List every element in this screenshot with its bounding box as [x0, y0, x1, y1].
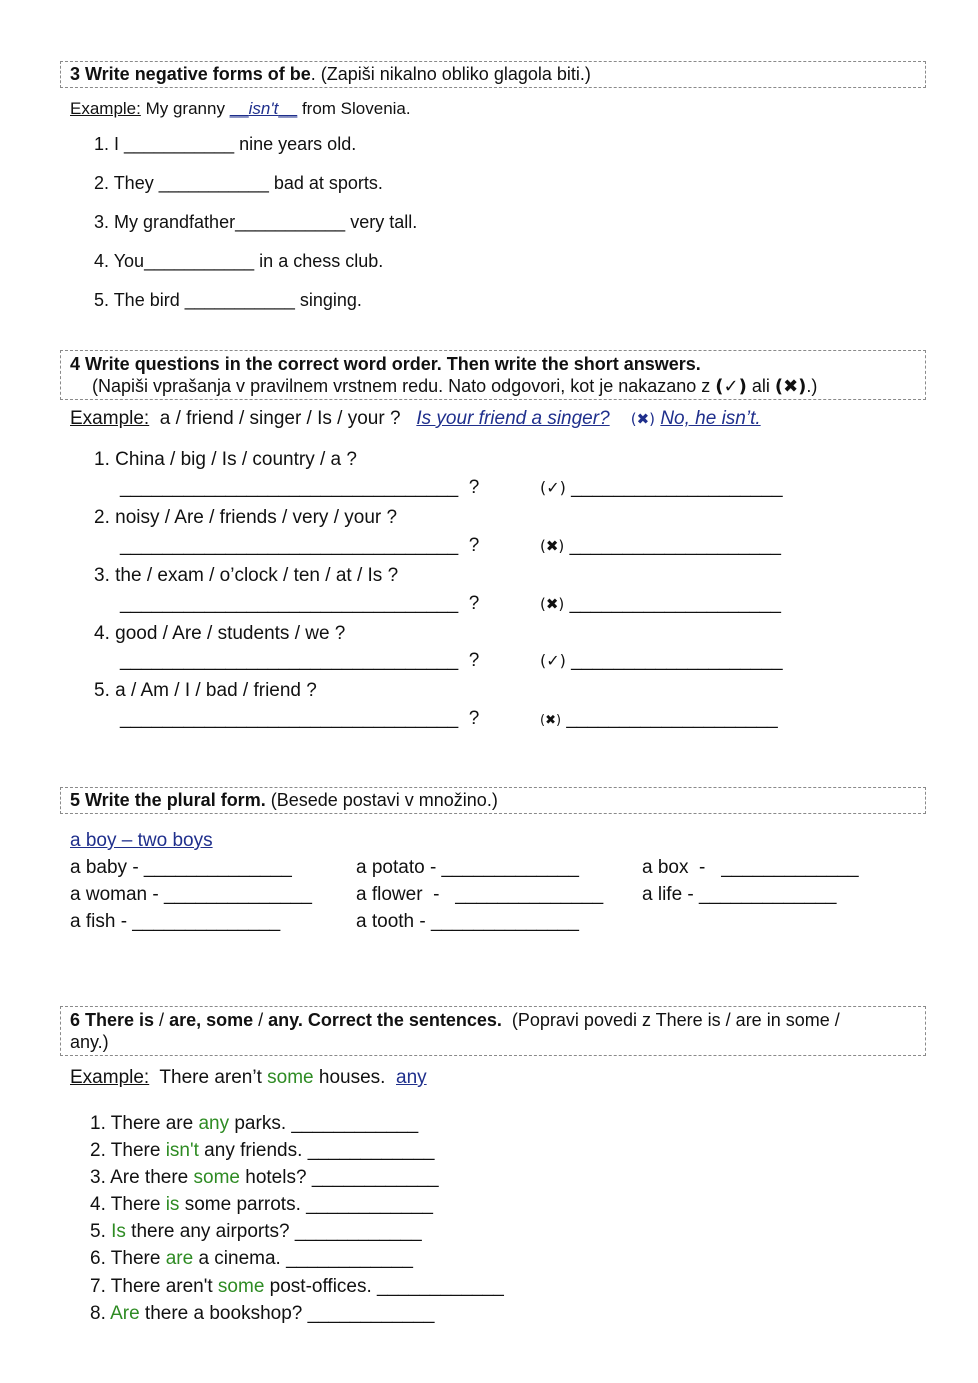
exercise-3-item: 4. You___________ in a chess club. — [94, 251, 384, 271]
exercise-6-item: 4. There is some parrots. ____________ — [90, 1194, 433, 1215]
answer-mark-icon: (✖) — [540, 595, 565, 613]
exercise-5-item: a baby - ______________ — [70, 857, 292, 878]
exercise-5-item: a potato - _____________ — [356, 857, 579, 878]
exercise-4-question-line: ________________________________ ? — [120, 535, 480, 556]
exercise-5-item: a tooth - ______________ — [356, 911, 579, 932]
answer-mark-icon: (✓) — [540, 651, 566, 670]
exercise-5-item: a woman - ______________ — [70, 884, 312, 905]
exercise-3-item: 3. My grandfather___________ very tall. — [94, 212, 418, 232]
exercise-5-item: a flower - ______________ — [356, 884, 604, 905]
exercise-4-words: 3. the / exam / o’clock / ten / at / Is ? — [94, 565, 399, 586]
exercise-6-item: 7. There aren't some post-offices. ____________ — [90, 1276, 504, 1297]
exercise-6-item: 2. There isn't any friends. ____________ — [90, 1140, 435, 1161]
exercise-5-title: 5 Write the plural form. (Besede postavi v množino.) — [70, 790, 498, 810]
answer-mark-icon: (✓) — [540, 478, 566, 497]
exercise-6-example: Example: There aren’t some houses. any — [70, 1067, 427, 1088]
exercise-6-item: 6. There are a cinema. ____________ — [90, 1248, 413, 1269]
answer-mark-icon: (✖) — [540, 713, 562, 728]
exercise-3-item: 2. They ___________ bad at sports. — [94, 173, 383, 193]
exercise-4-words: 1. China / big / Is / country / a ? — [94, 449, 357, 470]
exercise-3-title: 3 Write negative forms of be. (Zapiši nikalno obliko glagola biti.) — [70, 64, 591, 84]
exercise-6-item: 1. There are any parks. ____________ — [90, 1113, 419, 1134]
exercise-4-answer: (✓) ____________________ — [540, 650, 783, 671]
exercise-4-question-line: ________________________________ ? — [120, 708, 480, 729]
exercise-6-item: 8. Are there a bookshop? ____________ — [90, 1303, 435, 1324]
exercise-6-title: 6 There is / are, some / any. Correct the sentences. (Popravi povedi z There is / are in some / — [70, 1010, 840, 1030]
exercise-4-question-line: ________________________________ ? — [120, 650, 480, 671]
exercise-3-item: 5. The bird ___________ singing. — [94, 290, 362, 310]
exercise-4-example: Example: a / friend / singer / Is / your ? Is your friend a singer? (✖) No, he isn’t. — [70, 408, 761, 429]
exercise-4-answer: (✖) ____________________ — [540, 593, 781, 614]
answer-mark-icon: (✖) — [540, 537, 565, 555]
exercise-5-item: a box - _____________ — [642, 857, 859, 878]
exercise-4-answer: (✖) ____________________ — [540, 535, 781, 556]
exercise-4-words: 2. noisy / Are / friends / very / your ? — [94, 507, 398, 528]
exercise-4-answer: (✖) ____________________ — [540, 708, 778, 729]
exercise-4-words: 5. a / Am / I / bad / friend ? — [94, 680, 317, 701]
exercise-4-words: 4. good / Are / students / we ? — [94, 623, 346, 644]
exercise-4-question-line: ________________________________ ? — [120, 477, 480, 498]
exercise-4-answer: (✓) ____________________ — [540, 477, 783, 498]
exercise-4-title: 4 Write questions in the correct word order. Then write the short answers. — [70, 354, 701, 374]
exercise-3-example: Example: My granny __isn't__ from Slovenia. — [70, 99, 411, 118]
exercise-5-item: a life - _____________ — [642, 884, 837, 905]
exercise-3-item: 1. I ___________ nine years old. — [94, 134, 357, 154]
exercise-5-example: a boy – two boys — [70, 830, 213, 851]
exercise-5-item: a fish - ______________ — [70, 911, 281, 932]
exercise-6-item: 3. Are there some hotels? ____________ — [90, 1167, 439, 1188]
exercise-6-item: 5. Is there any airports? ____________ — [90, 1221, 422, 1242]
exercise-4-subtitle: (Napiši vprašanja v pravilnem vrstnem redu. Nato odgovori, kot je nakazano z (✓) ali (✖).) — [92, 376, 818, 397]
exercise-4-question-line: ________________________________ ? — [120, 593, 480, 614]
exercise-6-title-cont: any.) — [70, 1032, 109, 1052]
